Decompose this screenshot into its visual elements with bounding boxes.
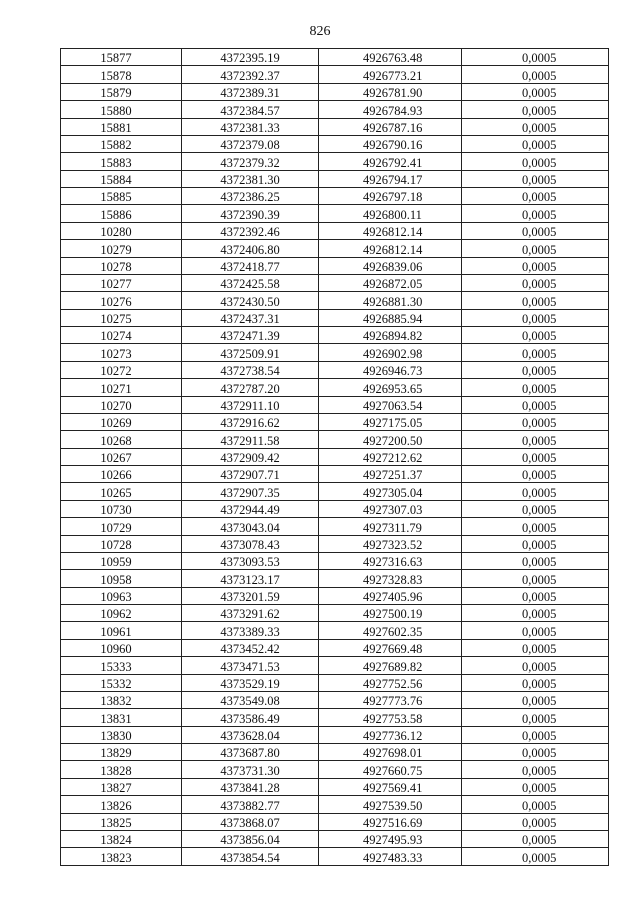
point-number-cell: 13830 (61, 726, 182, 743)
y-coordinate-cell: 4927323.52 (319, 535, 462, 552)
x-coordinate-cell: 4372389.31 (182, 83, 319, 100)
x-coordinate-cell: 4372379.08 (182, 135, 319, 152)
area-cell: 0,0005 (462, 327, 609, 344)
table-row (61, 518, 609, 535)
x-coordinate-cell: 4372787.20 (182, 379, 319, 396)
area-cell: 0,0005 (462, 778, 609, 795)
area-cell: 0,0005 (462, 257, 609, 274)
area-cell: 0,0005 (462, 848, 609, 865)
table-row (61, 448, 609, 465)
point-number-cell: 13829 (61, 744, 182, 761)
table-row (61, 413, 609, 430)
y-coordinate-cell: 4927495.93 (319, 830, 462, 847)
area-cell: 0,0005 (462, 431, 609, 448)
area-cell: 0,0005 (462, 796, 609, 813)
x-coordinate-cell: 4372944.49 (182, 500, 319, 517)
page-number: 826 (309, 24, 331, 39)
point-number-cell: 15883 (61, 153, 182, 170)
point-number-cell: 15878 (61, 66, 182, 83)
table-row (61, 83, 609, 100)
area-cell: 0,0005 (462, 691, 609, 708)
x-coordinate-cell: 4372907.35 (182, 483, 319, 500)
area-cell: 0,0005 (462, 813, 609, 830)
y-coordinate-cell: 4927602.35 (319, 622, 462, 639)
table-row (61, 257, 609, 274)
y-coordinate-cell: 4927212.62 (319, 448, 462, 465)
area-cell: 0,0005 (462, 639, 609, 656)
coordinates-table (60, 48, 609, 866)
y-coordinate-cell: 4926781.90 (319, 83, 462, 100)
y-coordinate-cell: 4927569.41 (319, 778, 462, 795)
x-coordinate-cell: 4372916.62 (182, 413, 319, 430)
coordinates-table-body (61, 49, 609, 866)
x-coordinate-cell: 4372381.30 (182, 170, 319, 187)
x-coordinate-cell: 4373201.59 (182, 587, 319, 604)
table-row (61, 66, 609, 83)
area-cell: 0,0005 (462, 413, 609, 430)
point-number-cell: 13828 (61, 761, 182, 778)
area-cell: 0,0005 (462, 309, 609, 326)
x-coordinate-cell: 4372406.80 (182, 240, 319, 257)
area-cell: 0,0005 (462, 361, 609, 378)
point-number-cell: 13825 (61, 813, 182, 830)
x-coordinate-cell: 4373389.33 (182, 622, 319, 639)
x-coordinate-cell: 4373529.19 (182, 674, 319, 691)
table-row (61, 361, 609, 378)
y-coordinate-cell: 4927516.69 (319, 813, 462, 830)
table-row (61, 552, 609, 569)
x-coordinate-cell: 4372509.91 (182, 344, 319, 361)
area-cell: 0,0005 (462, 674, 609, 691)
point-number-cell: 13831 (61, 709, 182, 726)
y-coordinate-cell: 4927752.56 (319, 674, 462, 691)
point-number-cell: 10279 (61, 240, 182, 257)
table-row (61, 396, 609, 413)
point-number-cell: 10274 (61, 327, 182, 344)
y-coordinate-cell: 4927660.75 (319, 761, 462, 778)
x-coordinate-cell: 4373291.62 (182, 605, 319, 622)
x-coordinate-cell: 4372907.71 (182, 466, 319, 483)
table-row (61, 205, 609, 222)
area-cell: 0,0005 (462, 744, 609, 761)
y-coordinate-cell: 4926953.65 (319, 379, 462, 396)
y-coordinate-cell: 4927307.03 (319, 500, 462, 517)
area-cell: 0,0005 (462, 49, 609, 66)
y-coordinate-cell: 4926800.11 (319, 205, 462, 222)
y-coordinate-cell: 4927251.37 (319, 466, 462, 483)
area-cell: 0,0005 (462, 222, 609, 239)
table-row (61, 170, 609, 187)
area-cell: 0,0005 (462, 379, 609, 396)
point-number-cell: 15882 (61, 135, 182, 152)
area-cell: 0,0005 (462, 500, 609, 517)
x-coordinate-cell: 4372384.57 (182, 101, 319, 118)
area-cell: 0,0005 (462, 726, 609, 743)
table-row (61, 691, 609, 708)
point-number-cell: 10266 (61, 466, 182, 483)
x-coordinate-cell: 4373856.04 (182, 830, 319, 847)
x-coordinate-cell: 4372425.58 (182, 274, 319, 291)
x-coordinate-cell: 4373841.28 (182, 778, 319, 795)
point-number-cell: 10730 (61, 500, 182, 517)
table-row (61, 135, 609, 152)
x-coordinate-cell: 4372379.32 (182, 153, 319, 170)
table-row (61, 483, 609, 500)
table-row (61, 49, 609, 66)
x-coordinate-cell: 4372392.37 (182, 66, 319, 83)
y-coordinate-cell: 4926839.06 (319, 257, 462, 274)
point-number-cell: 10961 (61, 622, 182, 639)
area-cell: 0,0005 (462, 570, 609, 587)
point-number-cell: 10265 (61, 483, 182, 500)
x-coordinate-cell: 4373628.04 (182, 726, 319, 743)
table-row (61, 639, 609, 656)
y-coordinate-cell: 4927328.83 (319, 570, 462, 587)
area-cell: 0,0005 (462, 66, 609, 83)
y-coordinate-cell: 4926885.94 (319, 309, 462, 326)
point-number-cell: 15333 (61, 657, 182, 674)
area-cell: 0,0005 (462, 188, 609, 205)
x-coordinate-cell: 4373123.17 (182, 570, 319, 587)
x-coordinate-cell: 4373854.54 (182, 848, 319, 865)
table-row (61, 813, 609, 830)
table-row (61, 796, 609, 813)
y-coordinate-cell: 4926894.82 (319, 327, 462, 344)
y-coordinate-cell: 4927063.54 (319, 396, 462, 413)
area-cell: 0,0005 (462, 240, 609, 257)
x-coordinate-cell: 4373549.08 (182, 691, 319, 708)
point-number-cell: 10270 (61, 396, 182, 413)
y-coordinate-cell: 4927753.58 (319, 709, 462, 726)
point-number-cell: 13823 (61, 848, 182, 865)
table-row (61, 587, 609, 604)
y-coordinate-cell: 4927305.04 (319, 483, 462, 500)
area-cell: 0,0005 (462, 552, 609, 569)
table-row (61, 709, 609, 726)
area-cell: 0,0005 (462, 344, 609, 361)
area-cell: 0,0005 (462, 118, 609, 135)
table-row (61, 118, 609, 135)
point-number-cell: 13826 (61, 796, 182, 813)
point-number-cell: 13827 (61, 778, 182, 795)
area-cell: 0,0005 (462, 83, 609, 100)
area-cell: 0,0005 (462, 205, 609, 222)
area-cell: 0,0005 (462, 622, 609, 639)
area-cell: 0,0005 (462, 761, 609, 778)
area-cell: 0,0005 (462, 292, 609, 309)
x-coordinate-cell: 4373452.42 (182, 639, 319, 656)
point-number-cell: 10267 (61, 448, 182, 465)
area-cell: 0,0005 (462, 657, 609, 674)
table-row (61, 379, 609, 396)
table-row (61, 535, 609, 552)
y-coordinate-cell: 4926872.05 (319, 274, 462, 291)
y-coordinate-cell: 4927669.48 (319, 639, 462, 656)
area-cell: 0,0005 (462, 535, 609, 552)
y-coordinate-cell: 4926773.21 (319, 66, 462, 83)
point-number-cell: 15879 (61, 83, 182, 100)
y-coordinate-cell: 4926812.14 (319, 240, 462, 257)
y-coordinate-cell: 4926797.18 (319, 188, 462, 205)
table-row (61, 500, 609, 517)
area-cell: 0,0005 (462, 587, 609, 604)
table-row (61, 657, 609, 674)
point-number-cell: 15880 (61, 101, 182, 118)
area-cell: 0,0005 (462, 483, 609, 500)
y-coordinate-cell: 4926881.30 (319, 292, 462, 309)
table-row (61, 101, 609, 118)
table-row (61, 778, 609, 795)
y-coordinate-cell: 4927483.33 (319, 848, 462, 865)
x-coordinate-cell: 4373868.07 (182, 813, 319, 830)
x-coordinate-cell: 4372909.42 (182, 448, 319, 465)
point-number-cell: 10280 (61, 222, 182, 239)
y-coordinate-cell: 4927689.82 (319, 657, 462, 674)
area-cell: 0,0005 (462, 466, 609, 483)
y-coordinate-cell: 4926787.16 (319, 118, 462, 135)
table-row (61, 622, 609, 639)
table-row (61, 327, 609, 344)
x-coordinate-cell: 4372418.77 (182, 257, 319, 274)
x-coordinate-cell: 4373731.30 (182, 761, 319, 778)
y-coordinate-cell: 4927500.19 (319, 605, 462, 622)
x-coordinate-cell: 4373882.77 (182, 796, 319, 813)
x-coordinate-cell: 4372381.33 (182, 118, 319, 135)
area-cell: 0,0005 (462, 170, 609, 187)
point-number-cell: 10962 (61, 605, 182, 622)
y-coordinate-cell: 4926763.48 (319, 49, 462, 66)
table-row (61, 309, 609, 326)
point-number-cell: 10729 (61, 518, 182, 535)
point-number-cell: 15884 (61, 170, 182, 187)
y-coordinate-cell: 4926902.98 (319, 344, 462, 361)
table-row (61, 188, 609, 205)
y-coordinate-cell: 4927200.50 (319, 431, 462, 448)
x-coordinate-cell: 4372911.10 (182, 396, 319, 413)
point-number-cell: 10277 (61, 274, 182, 291)
point-number-cell: 15886 (61, 205, 182, 222)
point-number-cell: 10268 (61, 431, 182, 448)
point-number-cell: 10728 (61, 535, 182, 552)
table-row (61, 830, 609, 847)
area-cell: 0,0005 (462, 830, 609, 847)
point-number-cell: 10959 (61, 552, 182, 569)
area-cell: 0,0005 (462, 396, 609, 413)
point-number-cell: 10960 (61, 639, 182, 656)
x-coordinate-cell: 4373687.80 (182, 744, 319, 761)
y-coordinate-cell: 4926812.14 (319, 222, 462, 239)
x-coordinate-cell: 4372390.39 (182, 205, 319, 222)
y-coordinate-cell: 4927311.79 (319, 518, 462, 535)
table-row (61, 848, 609, 865)
point-number-cell: 10278 (61, 257, 182, 274)
area-cell: 0,0005 (462, 135, 609, 152)
x-coordinate-cell: 4372471.39 (182, 327, 319, 344)
point-number-cell: 15885 (61, 188, 182, 205)
point-number-cell: 10272 (61, 361, 182, 378)
area-cell: 0,0005 (462, 518, 609, 535)
area-cell: 0,0005 (462, 153, 609, 170)
x-coordinate-cell: 4373586.49 (182, 709, 319, 726)
y-coordinate-cell: 4927773.76 (319, 691, 462, 708)
area-cell: 0,0005 (462, 605, 609, 622)
x-coordinate-cell: 4373471.53 (182, 657, 319, 674)
point-number-cell: 10273 (61, 344, 182, 361)
x-coordinate-cell: 4372395.19 (182, 49, 319, 66)
point-number-cell: 10276 (61, 292, 182, 309)
point-number-cell: 10271 (61, 379, 182, 396)
x-coordinate-cell: 4372738.54 (182, 361, 319, 378)
table-row (61, 570, 609, 587)
table-row (61, 292, 609, 309)
area-cell: 0,0005 (462, 274, 609, 291)
table-row (61, 726, 609, 743)
y-coordinate-cell: 4927539.50 (319, 796, 462, 813)
table-row (61, 674, 609, 691)
table-row (61, 274, 609, 291)
point-number-cell: 10963 (61, 587, 182, 604)
x-coordinate-cell: 4373093.53 (182, 552, 319, 569)
y-coordinate-cell: 4926946.73 (319, 361, 462, 378)
table-row (61, 466, 609, 483)
point-number-cell: 10275 (61, 309, 182, 326)
y-coordinate-cell: 4927316.63 (319, 552, 462, 569)
x-coordinate-cell: 4372437.31 (182, 309, 319, 326)
y-coordinate-cell: 4926784.93 (319, 101, 462, 118)
x-coordinate-cell: 4373078.43 (182, 535, 319, 552)
table-row (61, 744, 609, 761)
y-coordinate-cell: 4926790.16 (319, 135, 462, 152)
x-coordinate-cell: 4372430.50 (182, 292, 319, 309)
area-cell: 0,0005 (462, 709, 609, 726)
x-coordinate-cell: 4372911.58 (182, 431, 319, 448)
point-number-cell: 13824 (61, 830, 182, 847)
point-number-cell: 13832 (61, 691, 182, 708)
table-row (61, 240, 609, 257)
y-coordinate-cell: 4927698.01 (319, 744, 462, 761)
point-number-cell: 15877 (61, 49, 182, 66)
y-coordinate-cell: 4927175.05 (319, 413, 462, 430)
table-row (61, 605, 609, 622)
y-coordinate-cell: 4926792.41 (319, 153, 462, 170)
table-row (61, 431, 609, 448)
table-row (61, 344, 609, 361)
x-coordinate-cell: 4372386.25 (182, 188, 319, 205)
point-number-cell: 15881 (61, 118, 182, 135)
point-number-cell: 10958 (61, 570, 182, 587)
x-coordinate-cell: 4372392.46 (182, 222, 319, 239)
table-row (61, 761, 609, 778)
y-coordinate-cell: 4927405.96 (319, 587, 462, 604)
y-coordinate-cell: 4927736.12 (319, 726, 462, 743)
point-number-cell: 15332 (61, 674, 182, 691)
area-cell: 0,0005 (462, 101, 609, 118)
y-coordinate-cell: 4926794.17 (319, 170, 462, 187)
x-coordinate-cell: 4373043.04 (182, 518, 319, 535)
point-number-cell: 10269 (61, 413, 182, 430)
area-cell: 0,0005 (462, 448, 609, 465)
table-row (61, 153, 609, 170)
table-row (61, 222, 609, 239)
